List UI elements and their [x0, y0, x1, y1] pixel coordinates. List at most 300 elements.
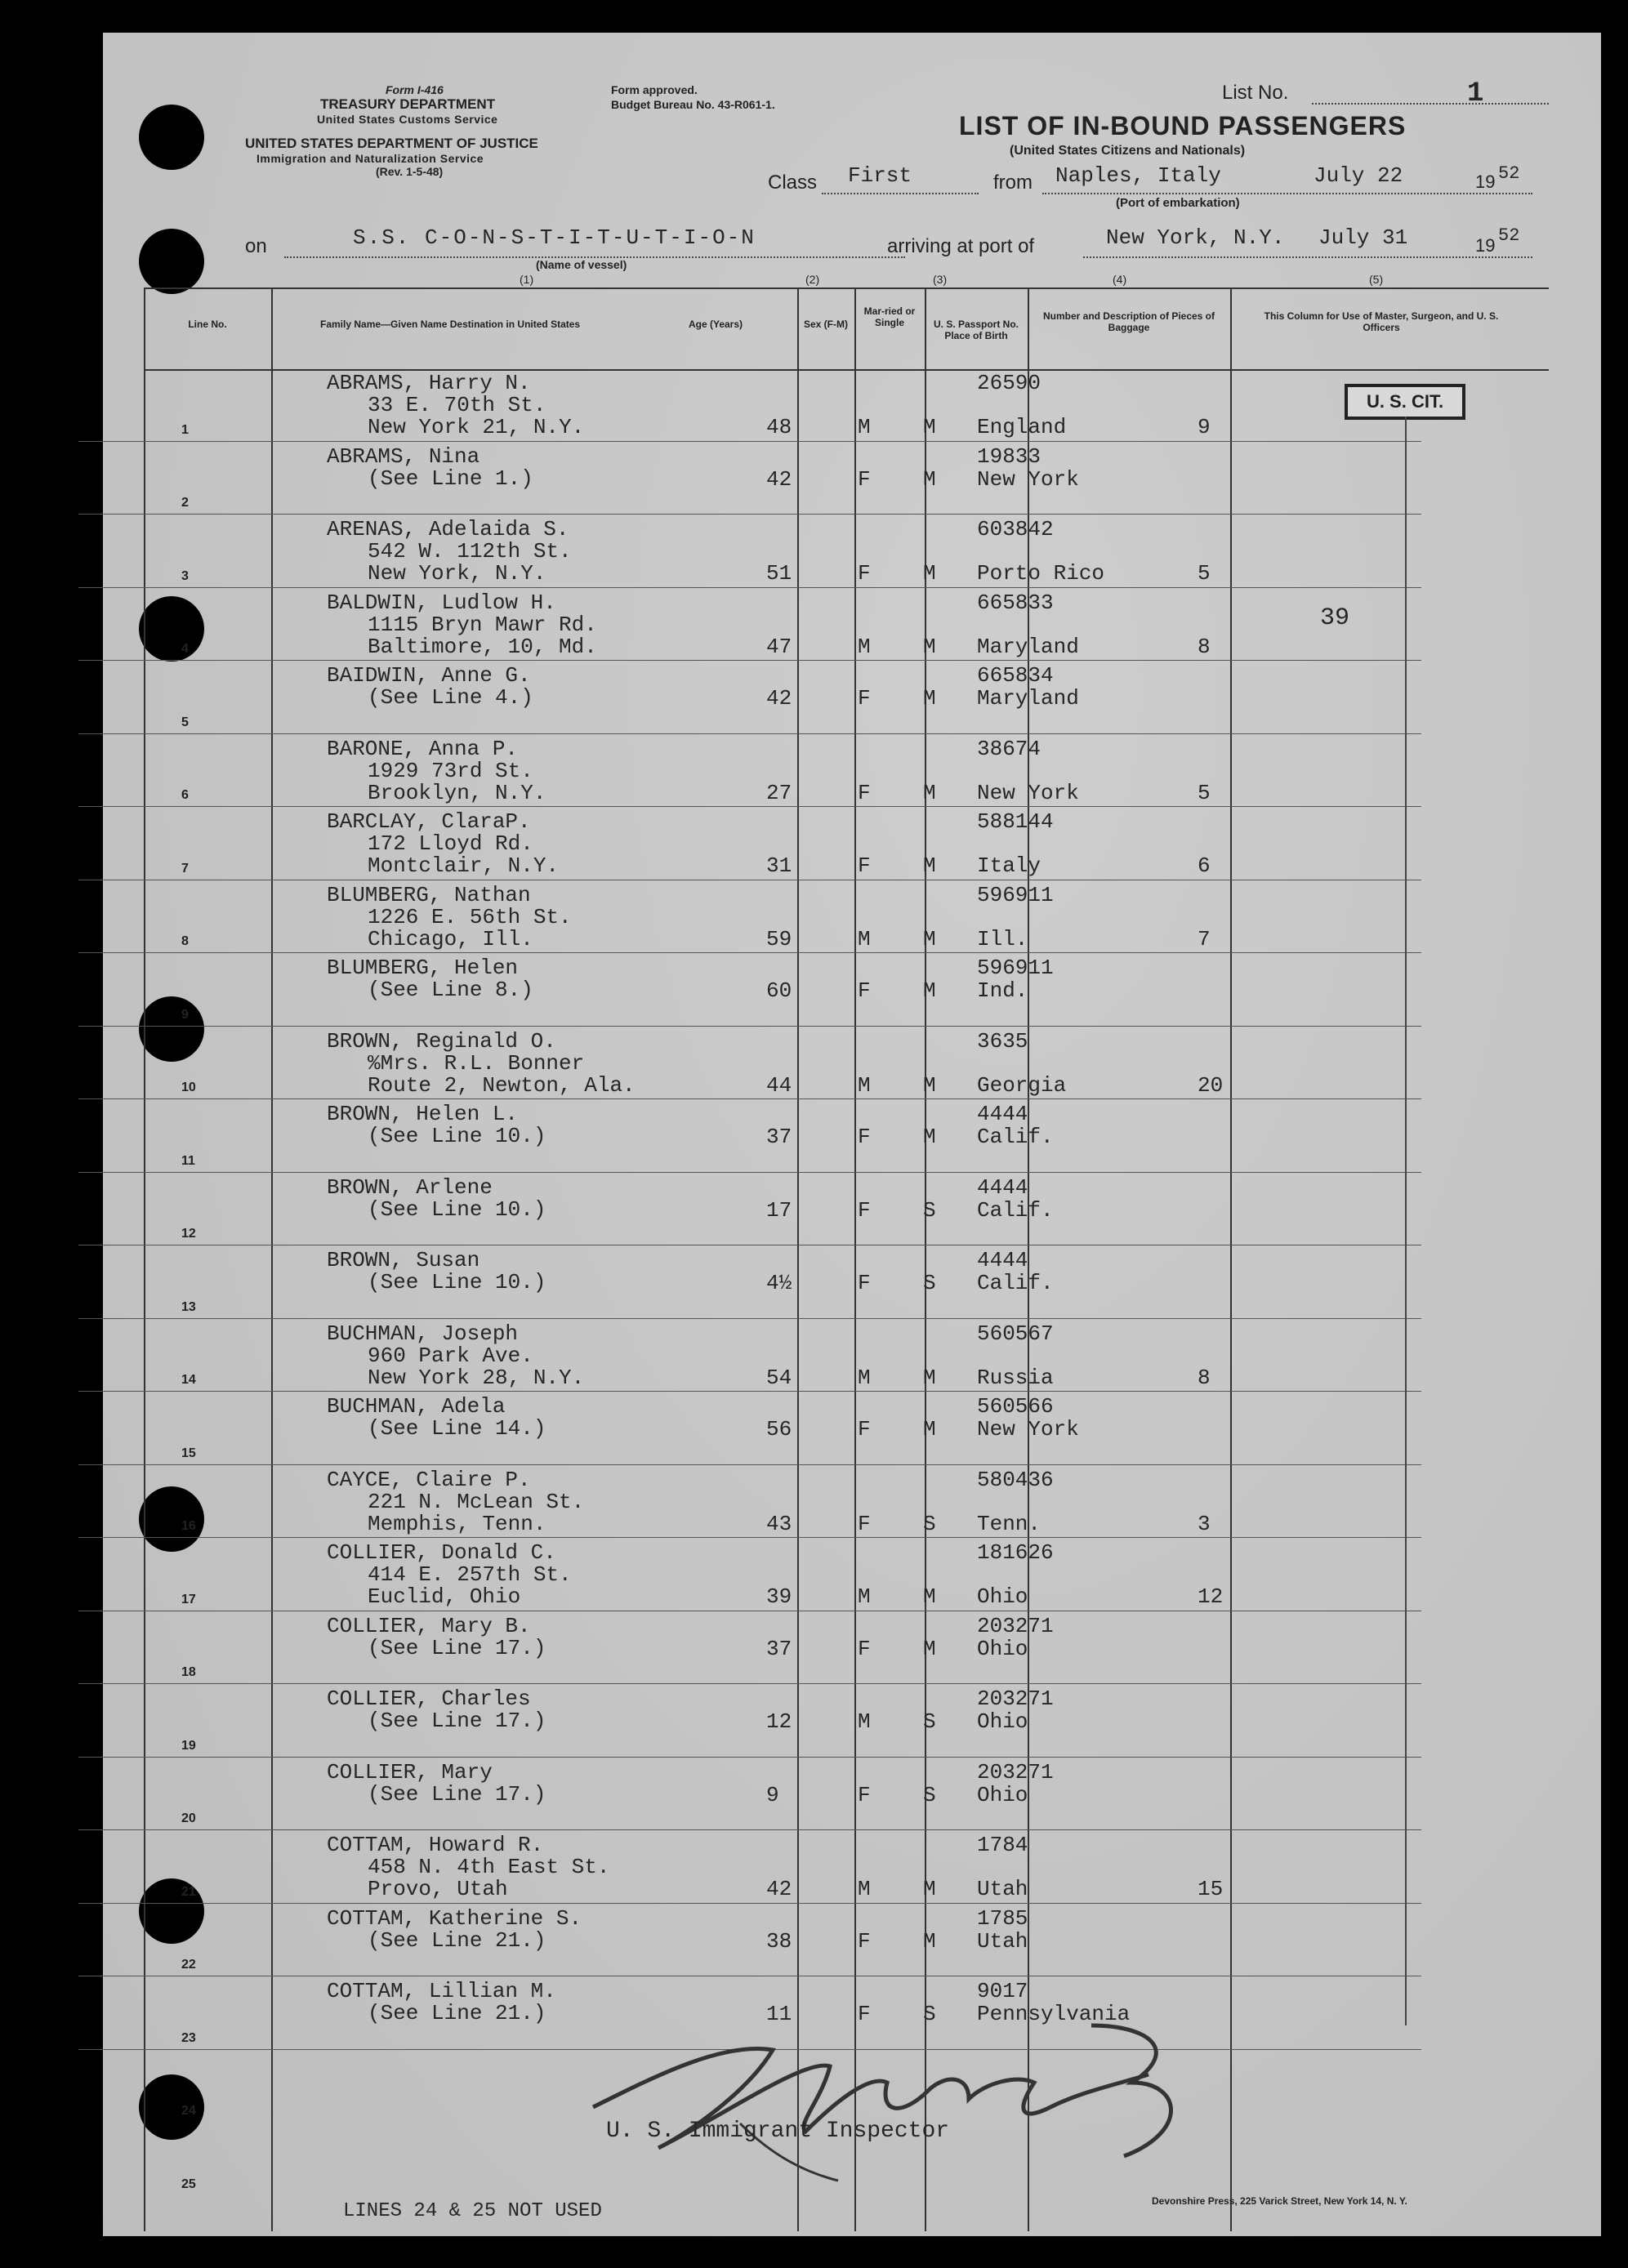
line-number: 9 [181, 1007, 189, 1022]
table-top-border [144, 287, 1549, 289]
budget-bureau: Budget Bureau No. 43-R061-1. [611, 98, 775, 111]
line-number: 5 [181, 715, 189, 729]
baggage-count: 5 [1198, 780, 1211, 805]
passport-number: 203271 [977, 1613, 1054, 1638]
baggage-count: 3 [1198, 1511, 1211, 1536]
place-of-birth: Ind. [977, 978, 1028, 1003]
passenger-address-1: 960 Park Ave. [368, 1343, 533, 1368]
passenger-marital-status: M [923, 978, 936, 1003]
from-value: Naples, Italy [1055, 163, 1221, 188]
table-row [103, 1246, 1601, 1320]
baggage-count: 12 [1198, 1584, 1224, 1609]
passenger-address-1: (See Line 17.) [368, 1709, 546, 1733]
passport-number: 19833 [977, 443, 1041, 469]
form-title: LIST OF IN-BOUND PASSENGERS [959, 111, 1407, 140]
line-number: 21 [181, 1884, 196, 1899]
column-number: (3) [933, 273, 948, 286]
passenger-address-1: 414 E. 257th St. [368, 1562, 572, 1587]
table-row [103, 1539, 1601, 1612]
place-of-birth: England [977, 415, 1067, 439]
passenger-marital-status: S [923, 1197, 936, 1223]
inspector-label: U. S. Immigrant Inspector [606, 2119, 950, 2144]
baggage-count: 8 [1198, 1365, 1211, 1390]
passenger-age: 37 [766, 1636, 792, 1661]
table-row [103, 735, 1601, 809]
passenger-name: BROWN, Helen L. [327, 1102, 519, 1126]
punch-hole [139, 105, 204, 170]
passenger-address-2: Baltimore, 10, Md. [368, 634, 597, 659]
passenger-sex: F [858, 1511, 871, 1536]
passenger-name: COTTAM, Howard R. [327, 1833, 544, 1857]
vessel-name: S.S. C-O-N-S-T-I-T-U-T-I-O-N [353, 225, 756, 250]
passenger-age: 44 [766, 1072, 792, 1098]
row-divider [78, 1903, 1421, 1904]
table-row [103, 1027, 1601, 1101]
passport-number: 1784 [977, 1833, 1028, 1857]
passenger-age: 39 [766, 1584, 792, 1609]
col-header-sex: Sex (F-M) [804, 319, 848, 330]
punch-hole [139, 229, 204, 294]
passenger-age: 42 [766, 1877, 792, 1901]
column-number: (2) [805, 273, 820, 286]
passenger-age: 4½ [766, 1271, 792, 1295]
line-number: 12 [181, 1227, 196, 1241]
passenger-name: COLLIER, Mary B. [327, 1613, 531, 1638]
passenger-address-1: (See Line 21.) [368, 2001, 546, 2025]
passenger-age: 9 [766, 1782, 779, 1807]
passenger-marital-status: M [923, 1125, 936, 1149]
passenger-marital-status: M [923, 1877, 936, 1901]
passenger-age: 54 [766, 1365, 792, 1390]
passport-number: 4444 [977, 1248, 1028, 1272]
passenger-marital-status: M [923, 634, 936, 659]
passenger-sex: M [858, 1709, 871, 1734]
line-number: 8 [181, 934, 189, 948]
passenger-address-2: New York 28, N.Y. [368, 1365, 585, 1390]
place-of-birth: Russia [977, 1365, 1054, 1390]
passport-number: 203271 [977, 1687, 1054, 1711]
row-divider [78, 1172, 1421, 1173]
baggage-count: 20 [1198, 1072, 1224, 1098]
baggage-count: 9 [1198, 415, 1211, 439]
passenger-sex: F [858, 1125, 871, 1149]
passenger-address-2: Chicago, Ill. [368, 926, 533, 951]
passenger-address-2: Brooklyn, N.Y. [368, 780, 546, 805]
passenger-address-2: New York 21, N.Y. [368, 415, 585, 439]
passport-number: 203271 [977, 1759, 1054, 1785]
passenger-age: 43 [766, 1511, 792, 1536]
line-number: 19 [181, 1738, 196, 1753]
row-divider [78, 1757, 1421, 1758]
table-row [103, 589, 1601, 662]
place-of-birth: Calif. [977, 1271, 1054, 1295]
place-of-birth: Ohio [977, 1636, 1028, 1661]
col-header-name: Family Name—Given Name Destination in United States [320, 319, 581, 330]
row-divider [78, 1829, 1421, 1830]
place-of-birth: New York [977, 1417, 1079, 1441]
passenger-age: 51 [766, 561, 792, 586]
passenger-address-1: 33 E. 70th St. [368, 393, 546, 417]
from-year-suffix: 52 [1498, 163, 1520, 184]
passenger-sex: F [858, 2002, 871, 2026]
arrival-year-prefix: 19 [1475, 235, 1496, 256]
place-of-birth: Ohio [977, 1584, 1028, 1609]
place-of-birth: New York [977, 780, 1079, 805]
passenger-name: ABRAMS, Harry N. [327, 371, 531, 395]
line-number: 22 [181, 1958, 196, 1972]
place-of-birth: New York [977, 466, 1079, 492]
baggage-count: 15 [1198, 1877, 1224, 1901]
passport-number: 596911 [977, 882, 1054, 907]
passenger-address-1: (See Line 14.) [368, 1416, 546, 1441]
passenger-address-1: 1115 Bryn Mawr Rd. [368, 612, 597, 637]
row-divider [78, 1318, 1421, 1319]
passenger-address-2: Memphis, Tenn. [368, 1511, 546, 1536]
passenger-address-2: Euclid, Ohio [368, 1584, 521, 1609]
place-of-birth: Porto Rico [977, 561, 1105, 586]
passport-number: 38674 [977, 736, 1041, 761]
footer-note: LINES 24 & 25 NOT USED [343, 2200, 602, 2222]
list-number-label: List No. [1222, 82, 1289, 104]
table-row [103, 1685, 1601, 1758]
passenger-address-1: (See Line 1.) [368, 466, 533, 491]
passenger-address-1: %Mrs. R.L. Bonner [368, 1050, 585, 1076]
passenger-address-1: 1929 73rd St. [368, 758, 533, 783]
form-number: Form I-416 [386, 83, 444, 96]
dept-treasury: TREASURY DEPARTMENT [320, 96, 496, 112]
line-number: 24 [181, 2104, 196, 2118]
passport-number: 596911 [977, 956, 1054, 980]
table-row [103, 881, 1601, 955]
class-label: Class [768, 172, 818, 194]
table-row [103, 1392, 1601, 1466]
arrival-year-suffix: 52 [1498, 225, 1520, 246]
passenger-address-2: Montclair, N.Y. [368, 853, 560, 878]
passenger-address-1: (See Line 4.) [368, 685, 533, 710]
table-row [103, 954, 1601, 1027]
passport-number: 4444 [977, 1102, 1028, 1126]
row-divider [78, 1464, 1421, 1465]
passenger-sex: M [858, 1584, 871, 1609]
place-of-birth: Ill. [977, 926, 1028, 951]
column-number: (4) [1113, 273, 1127, 286]
row-divider [78, 806, 1421, 807]
passenger-age: 56 [766, 1417, 792, 1441]
passport-number: 560567 [977, 1321, 1054, 1346]
passenger-name: BUCHMAN, Adela [327, 1394, 506, 1419]
passenger-name: BROWN, Reginald O. [327, 1028, 556, 1054]
table-row [103, 1758, 1601, 1832]
arrival-port: New York, N.Y. [1106, 225, 1285, 250]
line-number: 3 [181, 568, 189, 583]
line-number: 17 [181, 1592, 196, 1606]
passenger-sex: F [858, 1782, 871, 1807]
passport-number: 26590 [977, 371, 1041, 395]
passenger-sex: F [858, 1636, 871, 1661]
place-of-birth: Maryland [977, 686, 1079, 711]
list-number-line [1312, 103, 1549, 105]
passenger-address-1: 1226 E. 56th St. [368, 904, 572, 929]
passenger-age: 60 [766, 978, 792, 1003]
passenger-age: 59 [766, 926, 792, 951]
baggage-count: 5 [1198, 561, 1211, 586]
table-row [103, 1466, 1601, 1539]
passenger-age: 27 [766, 780, 792, 805]
dept-justice: UNITED STATES DEPARTMENT OF JUSTICE [245, 136, 538, 151]
passenger-marital-status: S [923, 1271, 936, 1295]
passenger-sex: M [858, 1072, 871, 1098]
place-of-birth: Ohio [977, 1782, 1028, 1807]
place-of-birth: Ohio [977, 1709, 1028, 1734]
passenger-address-1: (See Line 10.) [368, 1270, 546, 1294]
passport-number: 588144 [977, 809, 1054, 834]
from-year-prefix: 19 [1475, 172, 1496, 192]
arrival-date: July 31 [1318, 225, 1408, 250]
baggage-count: 6 [1198, 853, 1211, 878]
place-of-birth: Maryland [977, 634, 1079, 659]
col-header-remarks: This Column for Use of Master, Surgeon, and U. S. Officers [1264, 310, 1499, 333]
passenger-sex: M [858, 1877, 871, 1901]
table-row [103, 1612, 1601, 1686]
passenger-sex: F [858, 1928, 871, 1954]
passenger-marital-status: M [923, 1928, 936, 1954]
passenger-marital-status: M [923, 780, 936, 805]
passenger-marital-status: M [923, 853, 936, 878]
line-number: 16 [181, 1519, 196, 1533]
line-number: 4 [181, 642, 189, 656]
passenger-name: COLLIER, Mary [327, 1759, 493, 1785]
row-divider [78, 1391, 1421, 1392]
passenger-age: 12 [766, 1709, 792, 1734]
passenger-address-1: (See Line 21.) [368, 1927, 546, 1953]
from-line [1042, 193, 1532, 194]
passenger-name: COLLIER, Donald C. [327, 1540, 556, 1565]
passenger-list-form [103, 33, 1601, 2236]
passenger-sex: F [858, 1197, 871, 1223]
passenger-age: 42 [766, 686, 792, 711]
table-row [103, 1320, 1601, 1393]
passenger-age: 48 [766, 415, 792, 439]
passenger-address-1: 542 W. 112th St. [368, 539, 572, 564]
row-divider [78, 1683, 1421, 1684]
row-divider [78, 952, 1421, 953]
arriving-label: arriving at port of [887, 235, 1035, 257]
line-number: 11 [181, 1153, 195, 1168]
col-header-passport: U. S. Passport No. Place of Birth [933, 319, 1019, 341]
class-value: First [848, 163, 912, 188]
passenger-address-1: (See Line 10.) [368, 1124, 546, 1148]
remarks-ditto-line [1405, 417, 1407, 2025]
revision: (Rev. 1-5-48) [376, 165, 444, 178]
passenger-sex: F [858, 686, 871, 711]
line-number: 2 [181, 496, 189, 510]
baggage-count: 8 [1198, 634, 1211, 659]
table-row [103, 1100, 1601, 1174]
passenger-name: COTTAM, Lillian M. [327, 1979, 556, 2003]
passenger-name: ABRAMS, Nina [327, 443, 480, 469]
passenger-address-1: 221 N. McLean St. [368, 1489, 585, 1514]
passenger-sex: M [858, 926, 871, 951]
table-row [103, 662, 1601, 735]
passenger-name: COTTAM, Katherine S. [327, 1905, 582, 1931]
passenger-sex: F [858, 853, 871, 878]
passenger-name: BROWN, Arlene [327, 1174, 493, 1200]
passenger-address-1: (See Line 8.) [368, 978, 533, 1002]
line-number: 7 [181, 861, 189, 876]
class-line [822, 193, 979, 194]
passenger-marital-status: M [923, 466, 936, 492]
passenger-marital-status: M [923, 1417, 936, 1441]
passenger-marital-status: M [923, 1584, 936, 1609]
passport-number: 4444 [977, 1174, 1028, 1200]
line-number: 18 [181, 1665, 196, 1679]
port-embark-caption: (Port of embarkation) [1116, 196, 1240, 210]
line-number: 10 [181, 1081, 196, 1094]
passenger-name: BLUMBERG, Helen [327, 956, 519, 980]
passenger-name: BAIDWIN, Anne G. [327, 663, 531, 688]
line-number: 25 [181, 2177, 196, 2191]
master-signature [560, 1993, 1230, 2189]
passenger-marital-status: M [923, 1365, 936, 1390]
table-row [103, 1831, 1601, 1905]
passenger-sex: F [858, 1271, 871, 1295]
row-divider [78, 1537, 1421, 1538]
table-row [103, 808, 1601, 881]
passenger-sex: M [858, 1365, 871, 1390]
from-label: from [993, 172, 1033, 194]
passport-number: 665834 [977, 663, 1054, 688]
row-divider [78, 514, 1421, 515]
passenger-marital-status: S [923, 1782, 936, 1807]
table-row [103, 1905, 1601, 1978]
passenger-sex: F [858, 561, 871, 586]
place-of-birth: Utah [977, 1877, 1028, 1901]
place-of-birth: Calif. [977, 1125, 1054, 1149]
passenger-age: 38 [766, 1928, 792, 1954]
passport-number: 603842 [977, 517, 1054, 541]
table-row [103, 515, 1601, 589]
passport-number: 3635 [977, 1028, 1028, 1054]
row-divider [78, 1026, 1421, 1027]
passenger-name: COLLIER, Charles [327, 1687, 531, 1711]
passenger-name: BROWN, Susan [327, 1248, 480, 1272]
from-date: July 22 [1314, 163, 1403, 188]
passenger-sex: F [858, 780, 871, 805]
passenger-age: 42 [766, 466, 792, 492]
row-divider [78, 1098, 1421, 1099]
remark-count: 39 [1320, 604, 1350, 632]
passenger-age: 17 [766, 1197, 792, 1223]
row-divider [78, 441, 1421, 442]
passenger-marital-status: M [923, 415, 936, 439]
printer-credit: Devonshire Press, 225 Varick Street, New York 14, N. Y. [1152, 2195, 1407, 2207]
passenger-age: 47 [766, 634, 792, 659]
passenger-age: 11 [766, 2002, 792, 2026]
place-of-birth: Pennsylvania [977, 2002, 1131, 2026]
vessel-caption: (Name of vessel) [536, 258, 627, 271]
list-number-value: 1 [1467, 78, 1484, 109]
passenger-marital-status: S [923, 1709, 936, 1734]
passenger-name: BALDWIN, Ludlow H. [327, 590, 556, 615]
passenger-marital-status: M [923, 686, 936, 711]
passenger-address-1: 458 N. 4th East St. [368, 1855, 610, 1879]
row-divider [78, 660, 1421, 661]
column-number: (5) [1369, 273, 1384, 286]
column-number: (1) [520, 273, 534, 286]
line-number: 15 [181, 1446, 196, 1460]
passenger-marital-status: S [923, 1511, 936, 1536]
place-of-birth: Italy [977, 853, 1041, 878]
place-of-birth: Tenn. [977, 1511, 1041, 1536]
passenger-marital-status: M [923, 926, 936, 951]
dept-treasury-sub: United States Customs Service [317, 113, 498, 126]
baggage-count: 7 [1198, 926, 1211, 951]
line-number: 23 [181, 2030, 196, 2045]
passenger-address-2: Provo, Utah [368, 1877, 508, 1901]
passport-number: 9017 [977, 1979, 1028, 2003]
passenger-address-2: New York, N.Y. [368, 561, 546, 586]
passenger-name: BUCHMAN, Joseph [327, 1321, 519, 1346]
form-subtitle: (United States Citizens and Nationals) [1010, 144, 1246, 158]
passenger-age: 31 [766, 853, 792, 878]
passenger-sex: F [858, 466, 871, 492]
table-row [103, 1174, 1601, 1247]
passenger-address-1: (See Line 10.) [368, 1196, 546, 1222]
place-of-birth: Utah [977, 1928, 1028, 1954]
line-number: 1 [181, 422, 189, 437]
us-citizen-stamp: U. S. CIT. [1345, 384, 1465, 420]
place-of-birth: Calif. [977, 1197, 1054, 1223]
passenger-marital-status: M [923, 1636, 936, 1661]
passport-number: 1785 [977, 1905, 1028, 1931]
passenger-age: 37 [766, 1125, 792, 1149]
line-number: 13 [181, 1299, 196, 1314]
passenger-name: BLUMBERG, Nathan [327, 882, 531, 907]
passport-number: 181626 [977, 1540, 1054, 1565]
dept-justice-sub: Immigration and Naturalization Service [256, 152, 484, 165]
passenger-address-1: 172 Lloyd Rd. [368, 831, 533, 856]
passenger-address-1: (See Line 17.) [368, 1635, 546, 1660]
col-header-line-no: Line No. [188, 319, 227, 330]
passenger-name: ARENAS, Adelaida S. [327, 517, 569, 541]
passenger-marital-status: S [923, 2002, 936, 2026]
passenger-sex: M [858, 415, 871, 439]
arrival-line [1083, 256, 1532, 258]
row-divider [78, 587, 1421, 588]
passport-number: 580436 [977, 1467, 1054, 1492]
line-number: 14 [181, 1373, 196, 1387]
on-label: on [245, 235, 267, 257]
passenger-marital-status: M [923, 1072, 936, 1098]
place-of-birth: Georgia [977, 1072, 1067, 1098]
passenger-name: BARONE, Anna P. [327, 736, 519, 761]
passport-number: 560566 [977, 1394, 1054, 1419]
col-header-baggage: Number and Description of Pieces of Baggage [1042, 310, 1215, 333]
line-number: 20 [181, 1811, 196, 1825]
table-row [103, 443, 1601, 516]
col-header-married: Mar-ried or Single [863, 305, 916, 328]
passenger-address-1: (See Line 17.) [368, 1781, 546, 1807]
passenger-address-2: Route 2, Newton, Ala. [368, 1072, 636, 1098]
passenger-marital-status: M [923, 561, 936, 586]
passenger-sex: F [858, 1417, 871, 1441]
passport-number: 665833 [977, 590, 1054, 615]
form-approved: Form approved. [611, 83, 698, 96]
passenger-sex: M [858, 634, 871, 659]
row-divider [78, 733, 1421, 734]
passenger-name: BARCLAY, ClaraP. [327, 809, 531, 834]
passenger-sex: F [858, 978, 871, 1003]
